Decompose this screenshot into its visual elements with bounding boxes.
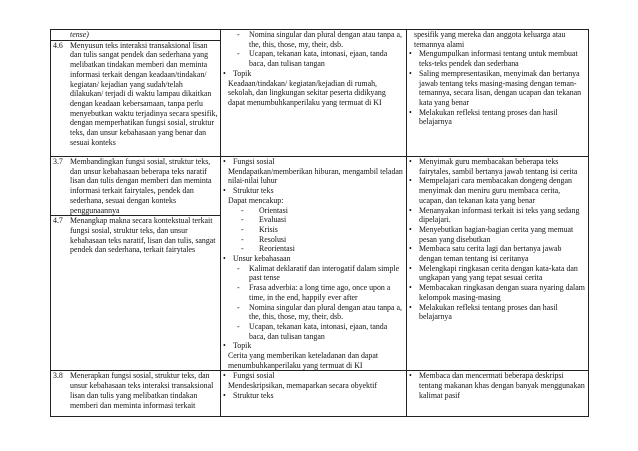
bullet-item	[409, 283, 586, 302]
bullet-text: Struktur teks	[233, 390, 274, 400]
bullet-item	[409, 303, 586, 322]
kd-text: Menerapkan fungsi sosial, struktur teks, dan unsur kebahasaan teks interaksi transaksional lisan dan tulis yang melibatkan tindakan memberi dan meminta informasi terkait	[70, 371, 214, 410]
plain-text: Mendapatkan/memberikan hiburan, mengambil teladan nilai-nilai luhur	[228, 166, 403, 186]
bullet-marker	[409, 49, 419, 68]
bullet-marker	[223, 341, 233, 351]
bullet-marker	[223, 371, 233, 381]
sub-text: Evaluasi	[259, 215, 287, 225]
bullet-marker	[409, 206, 419, 225]
bullet-item	[223, 341, 404, 351]
bullet-marker	[223, 186, 233, 196]
dash-marker	[237, 30, 249, 49]
dash-marker	[241, 235, 259, 245]
table-row	[51, 157, 589, 371]
kegiatan-cell	[407, 30, 589, 157]
bullet-marker	[409, 108, 419, 127]
dash-marker	[237, 303, 249, 322]
bullet-text: Fungsi sosial	[233, 371, 275, 381]
kd-text: tense)	[70, 30, 89, 39]
plain-text: spesifik yang mereka dan anggota keluarga atau temannya alami	[414, 30, 566, 49]
dash-marker	[241, 244, 259, 254]
kd-number	[53, 30, 70, 40]
bullet-text: Melakukan refleksi tentang proses dan hasil belajarnya	[419, 302, 558, 322]
bullet-item	[409, 264, 586, 283]
bullet-marker	[409, 176, 419, 205]
bullet-text: Unsur kebahasaan	[233, 254, 291, 264]
dash-item	[223, 303, 404, 322]
bullet-text: Menyebutkan bagian-bagian cerita yang memuat pesan yang disebutkan	[419, 224, 574, 244]
bullet-item	[409, 108, 586, 127]
table-row	[51, 30, 589, 157]
bullet-item	[223, 254, 404, 264]
bullet-marker	[223, 254, 233, 264]
kegiatan-cell	[407, 371, 589, 417]
bullet-item	[409, 225, 586, 244]
bullet-marker	[409, 244, 419, 263]
dash-text: Frasa adverbia: a long time ago, once upon a time, in the end, happily ever after	[249, 283, 391, 302]
bullet-text: Mengumpulkan informasi tentang untuk membuat teks-teks pendek dan sederhana	[419, 49, 578, 69]
bullet-marker	[409, 303, 419, 322]
bullet-item	[223, 69, 404, 79]
bullet-text: Membaca satu cerita lagi dan bertanya jawab dengan teman tentang isi ceritanya	[419, 244, 562, 264]
bullet-marker	[409, 225, 419, 244]
bullet-marker	[409, 283, 419, 302]
bullet-item	[223, 157, 404, 167]
dash-marker	[241, 215, 259, 225]
kd-item	[53, 157, 218, 215]
dash-text: Nomina singular dan plural dengan atau tanpa a, the, this, those, my, their, dsb.	[249, 30, 402, 49]
bullet-marker	[409, 69, 419, 108]
kd-item	[53, 371, 218, 410]
table-row	[51, 371, 589, 417]
bullet-marker	[223, 157, 233, 167]
bullet-item	[409, 371, 586, 400]
dash-text: Nomina singular dan plural dengan atau tanpa a, the, this, those, my, their, dsb.	[249, 302, 402, 322]
bullet-marker	[409, 157, 419, 176]
bullet-text: Membacakan ringkasan dengan suara nyaring dalam kelompok masing-masing	[419, 283, 585, 302]
sub-item	[223, 244, 404, 254]
sub-item	[223, 225, 404, 235]
kd-item	[53, 30, 218, 40]
sub-text: Resolusi	[259, 234, 287, 244]
bullet-text: Membaca dan mencermati beberapa deskripsi tentang makanan khas dengan banyak menggunakan kalimat pasif	[419, 371, 585, 400]
bullet-item	[409, 49, 586, 68]
dash-item	[223, 30, 404, 49]
bullet-marker	[409, 371, 419, 400]
plain-text: Keadaan/tindakan/ kegiatan/kejadian di rumah, sekolah, dan lingkungan sekitar peserta didikyang dapat menumbuhkanperilaku yang termuat di KI	[228, 78, 386, 107]
bullet-text: Mempelajari cara membacakan dongeng dengan menyimak dan meniru guru membaca cerita, ucapan, dan tekanan kata yang benar	[419, 176, 572, 205]
dash-text: Ucapan, tekanan kata, intonasi, ejaan, tanda baca, dan tulisan tangan	[249, 49, 388, 69]
bullet-text: Topik	[233, 68, 252, 78]
kegiatan-cell	[407, 157, 589, 371]
kd-number: 3.7	[53, 157, 63, 166]
kd-text: Membandingkan fungsi sosial, struktur teks, dan unsur kebahasaan beberapa teks naratif lisan dan tulis dengan memberi dan meminta informasi terkait fairytales, pendek dan sederhana, sesuai dengan konteks penggunaannya	[70, 157, 212, 215]
bullet-text: Struktur teks	[233, 186, 274, 196]
bullet-item	[223, 186, 404, 196]
dash-text: Ucapan, tekanan kata, intonasi, ejaan, tanda baca, dan tulisan tangan	[249, 321, 388, 341]
bullet-text: Topik	[233, 341, 252, 351]
kd-number: 3.8	[53, 371, 63, 381]
bullet-item	[409, 69, 586, 108]
dash-marker	[241, 225, 259, 235]
bullet-text: Saling mempresentasikan, menyimak dan bertanya jawab tentang teks masing-masing dengan teman-temannya, secara lisan, dengan ucapan dan tekanan kata yang benar	[419, 68, 582, 107]
bullet-text: Melakukan refleksi tentang proses dan hasil belajarnya	[419, 107, 558, 127]
bullet-item	[409, 244, 586, 263]
kd-cell	[51, 371, 221, 417]
dash-item	[223, 49, 404, 68]
materi-cell	[221, 30, 407, 157]
kd-item	[53, 41, 218, 148]
dash-marker	[237, 283, 249, 302]
plain-text: Cerita yang memberikan keteladanan dan dapat menumbuhkanperilaku yang termuat di KI	[228, 351, 379, 370]
dash-item	[223, 283, 404, 302]
bullet-marker	[223, 69, 233, 79]
bullet-item	[223, 391, 404, 401]
sub-item	[223, 235, 404, 245]
kd-text: Menangkap makna secara kontekstual terkait fungsi sosial, struktur teks, dan unsur kebahasaan teks naratif, lisan dan tulis, sangat pendek dan sederhana, terkait fairytales	[70, 216, 216, 255]
curriculum-table	[50, 29, 589, 417]
plain-text: Dapat mencakup:	[228, 195, 284, 205]
bullet-text: Fungsi sosial	[233, 157, 275, 166]
kd-cell	[51, 157, 221, 371]
sub-text: Reorientasi	[259, 244, 295, 254]
materi-cell	[221, 371, 407, 417]
bullet-item	[223, 371, 404, 381]
kd-cell	[51, 30, 221, 157]
sub-item	[223, 215, 404, 225]
dash-item	[223, 264, 404, 283]
bullet-marker	[409, 264, 419, 283]
plain-text: Mendeskripsikan, memaparkan secara obyektif	[228, 381, 377, 391]
bullet-marker	[223, 391, 233, 401]
bullet-item	[409, 176, 586, 205]
kd-item	[53, 216, 218, 255]
dash-text: Kalimat deklaratif dan interogatif dalam simple past tense	[249, 263, 400, 283]
sub-text: Orientasi	[259, 205, 288, 215]
bullet-item	[409, 157, 586, 176]
bullet-item	[409, 206, 586, 225]
dash-marker	[237, 322, 249, 341]
kd-text: Menyusun teks interaksi transaksional lisan dan tulis sangat pendek dan sederhana yang melibatkan tindakan memberi dan meminta informasi terkait dengan keadaan/tindakan/ kegiatan/ kejadian yang sudah/telah dilakukan/ terjadi di waktu lampau dikaitkan dengan keadaan kebersamaan, tanpa perlu menyebutkan waktu terjadinya secara spesifik, dengan memperhatikan fungsi sosial, struktur teks, dan unsur kebahasaan yang benar dan sesuai konteks	[70, 40, 218, 147]
kd-number: 4.7	[53, 216, 63, 226]
sub-text: Krisis	[259, 224, 278, 234]
bullet-text: Menanyakan informasi terkait isi teks yang sedang dipelajari.	[419, 205, 580, 225]
bullet-text: Menyimak guru membacakan beberapa teks fairytales, sambil bertanya jawab tentang isi cerita	[419, 157, 578, 176]
dash-marker	[237, 264, 249, 283]
materi-cell	[221, 157, 407, 371]
dash-marker	[241, 206, 259, 216]
dash-item	[223, 322, 404, 341]
kd-number: 4.6	[53, 40, 63, 50]
bullet-text: Melengkapi ringkasan cerita dengan kata-kata dan ungkapan yang yang tepat sesuai cerita	[419, 263, 578, 283]
sub-item	[223, 206, 404, 216]
dash-marker	[237, 49, 249, 68]
